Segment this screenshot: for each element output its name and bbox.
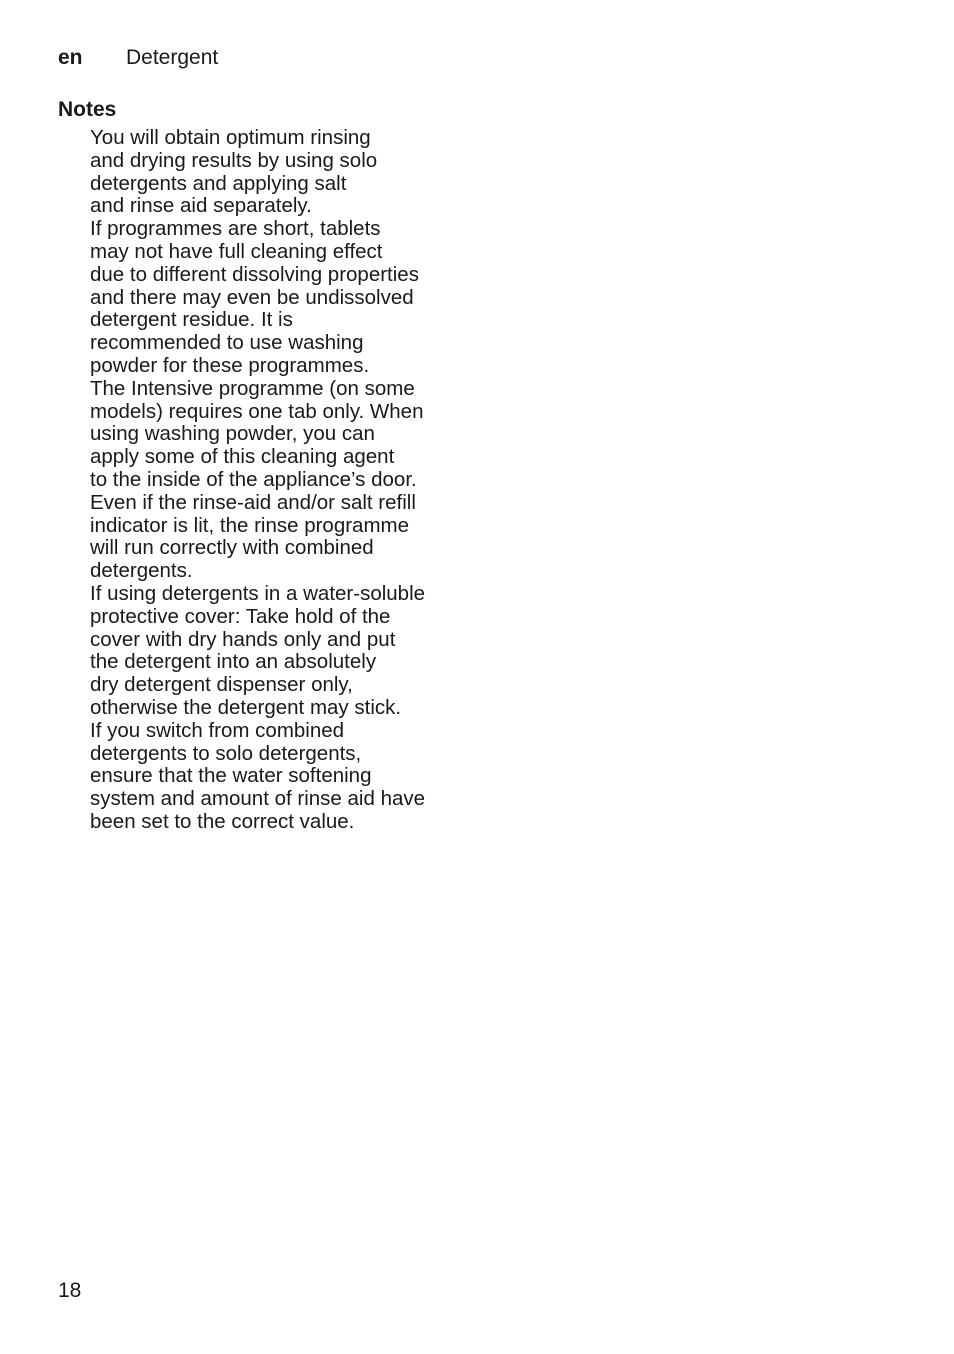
note-line: may not have full cleaning effect <box>90 239 383 263</box>
note-line: using washing powder, you can <box>90 422 375 446</box>
note-line: You will obtain optimum rinsing <box>90 126 371 149</box>
section-title: Detergent <box>126 46 219 69</box>
note-line: powder for these programmes. <box>90 353 370 377</box>
language-code: en <box>58 46 83 69</box>
note-line: protective cover: Take hold of the <box>90 604 391 628</box>
note-line: and drying results by using solo <box>90 148 378 172</box>
page-header <box>58 44 218 72</box>
note-line: been set to the correct value. <box>90 809 355 833</box>
note-line: The Intensive programme (on some <box>90 376 415 400</box>
note-line: otherwise the detergent may stick. <box>90 695 402 719</box>
note-line: If you switch from combined <box>90 718 345 742</box>
note-line: cover with dry hands only and put <box>90 627 396 651</box>
note-line: detergents. <box>90 559 193 583</box>
note-line: apply some of this cleaning agent <box>90 445 395 469</box>
note-line: dry detergent dispenser only, <box>90 673 353 697</box>
note-item <box>90 378 470 492</box>
note-line: the detergent into an absolutely <box>90 650 377 674</box>
note-line: detergents and applying salt <box>90 171 347 195</box>
note-line: ensure that the water softening <box>90 764 372 788</box>
note-line: If programmes are short, tablets <box>90 217 381 241</box>
note-line: and there may even be undissolved <box>90 285 414 309</box>
note-line: models) requires one tab only. When <box>90 399 424 423</box>
note-item <box>90 583 470 720</box>
note-line: to the inside of the appliance’s door. <box>90 467 417 491</box>
note-line: due to different dissolving properties <box>90 262 419 286</box>
note-item <box>90 720 470 834</box>
notes-heading: Notes <box>58 98 117 121</box>
note-line: and rinse aid separately. <box>90 194 312 218</box>
note-line: will run correctly with combined <box>90 536 374 560</box>
notes-list <box>90 127 470 834</box>
note-line: If using detergents in a water-soluble <box>90 581 426 605</box>
note-line: recommended to use washing <box>90 331 364 355</box>
note-line: detergent residue. It is <box>90 308 293 332</box>
note-line: system and amount of rinse aid have <box>90 787 426 811</box>
note-line: indicator is lit, the rinse programme <box>90 513 410 537</box>
note-line: Even if the rinse-aid and/or salt refill <box>90 490 416 514</box>
page-number: 18 <box>58 1279 82 1302</box>
note-item <box>90 218 470 378</box>
note-line: detergents to solo detergents, <box>90 741 362 765</box>
note-item <box>90 127 470 218</box>
note-item <box>90 492 470 583</box>
